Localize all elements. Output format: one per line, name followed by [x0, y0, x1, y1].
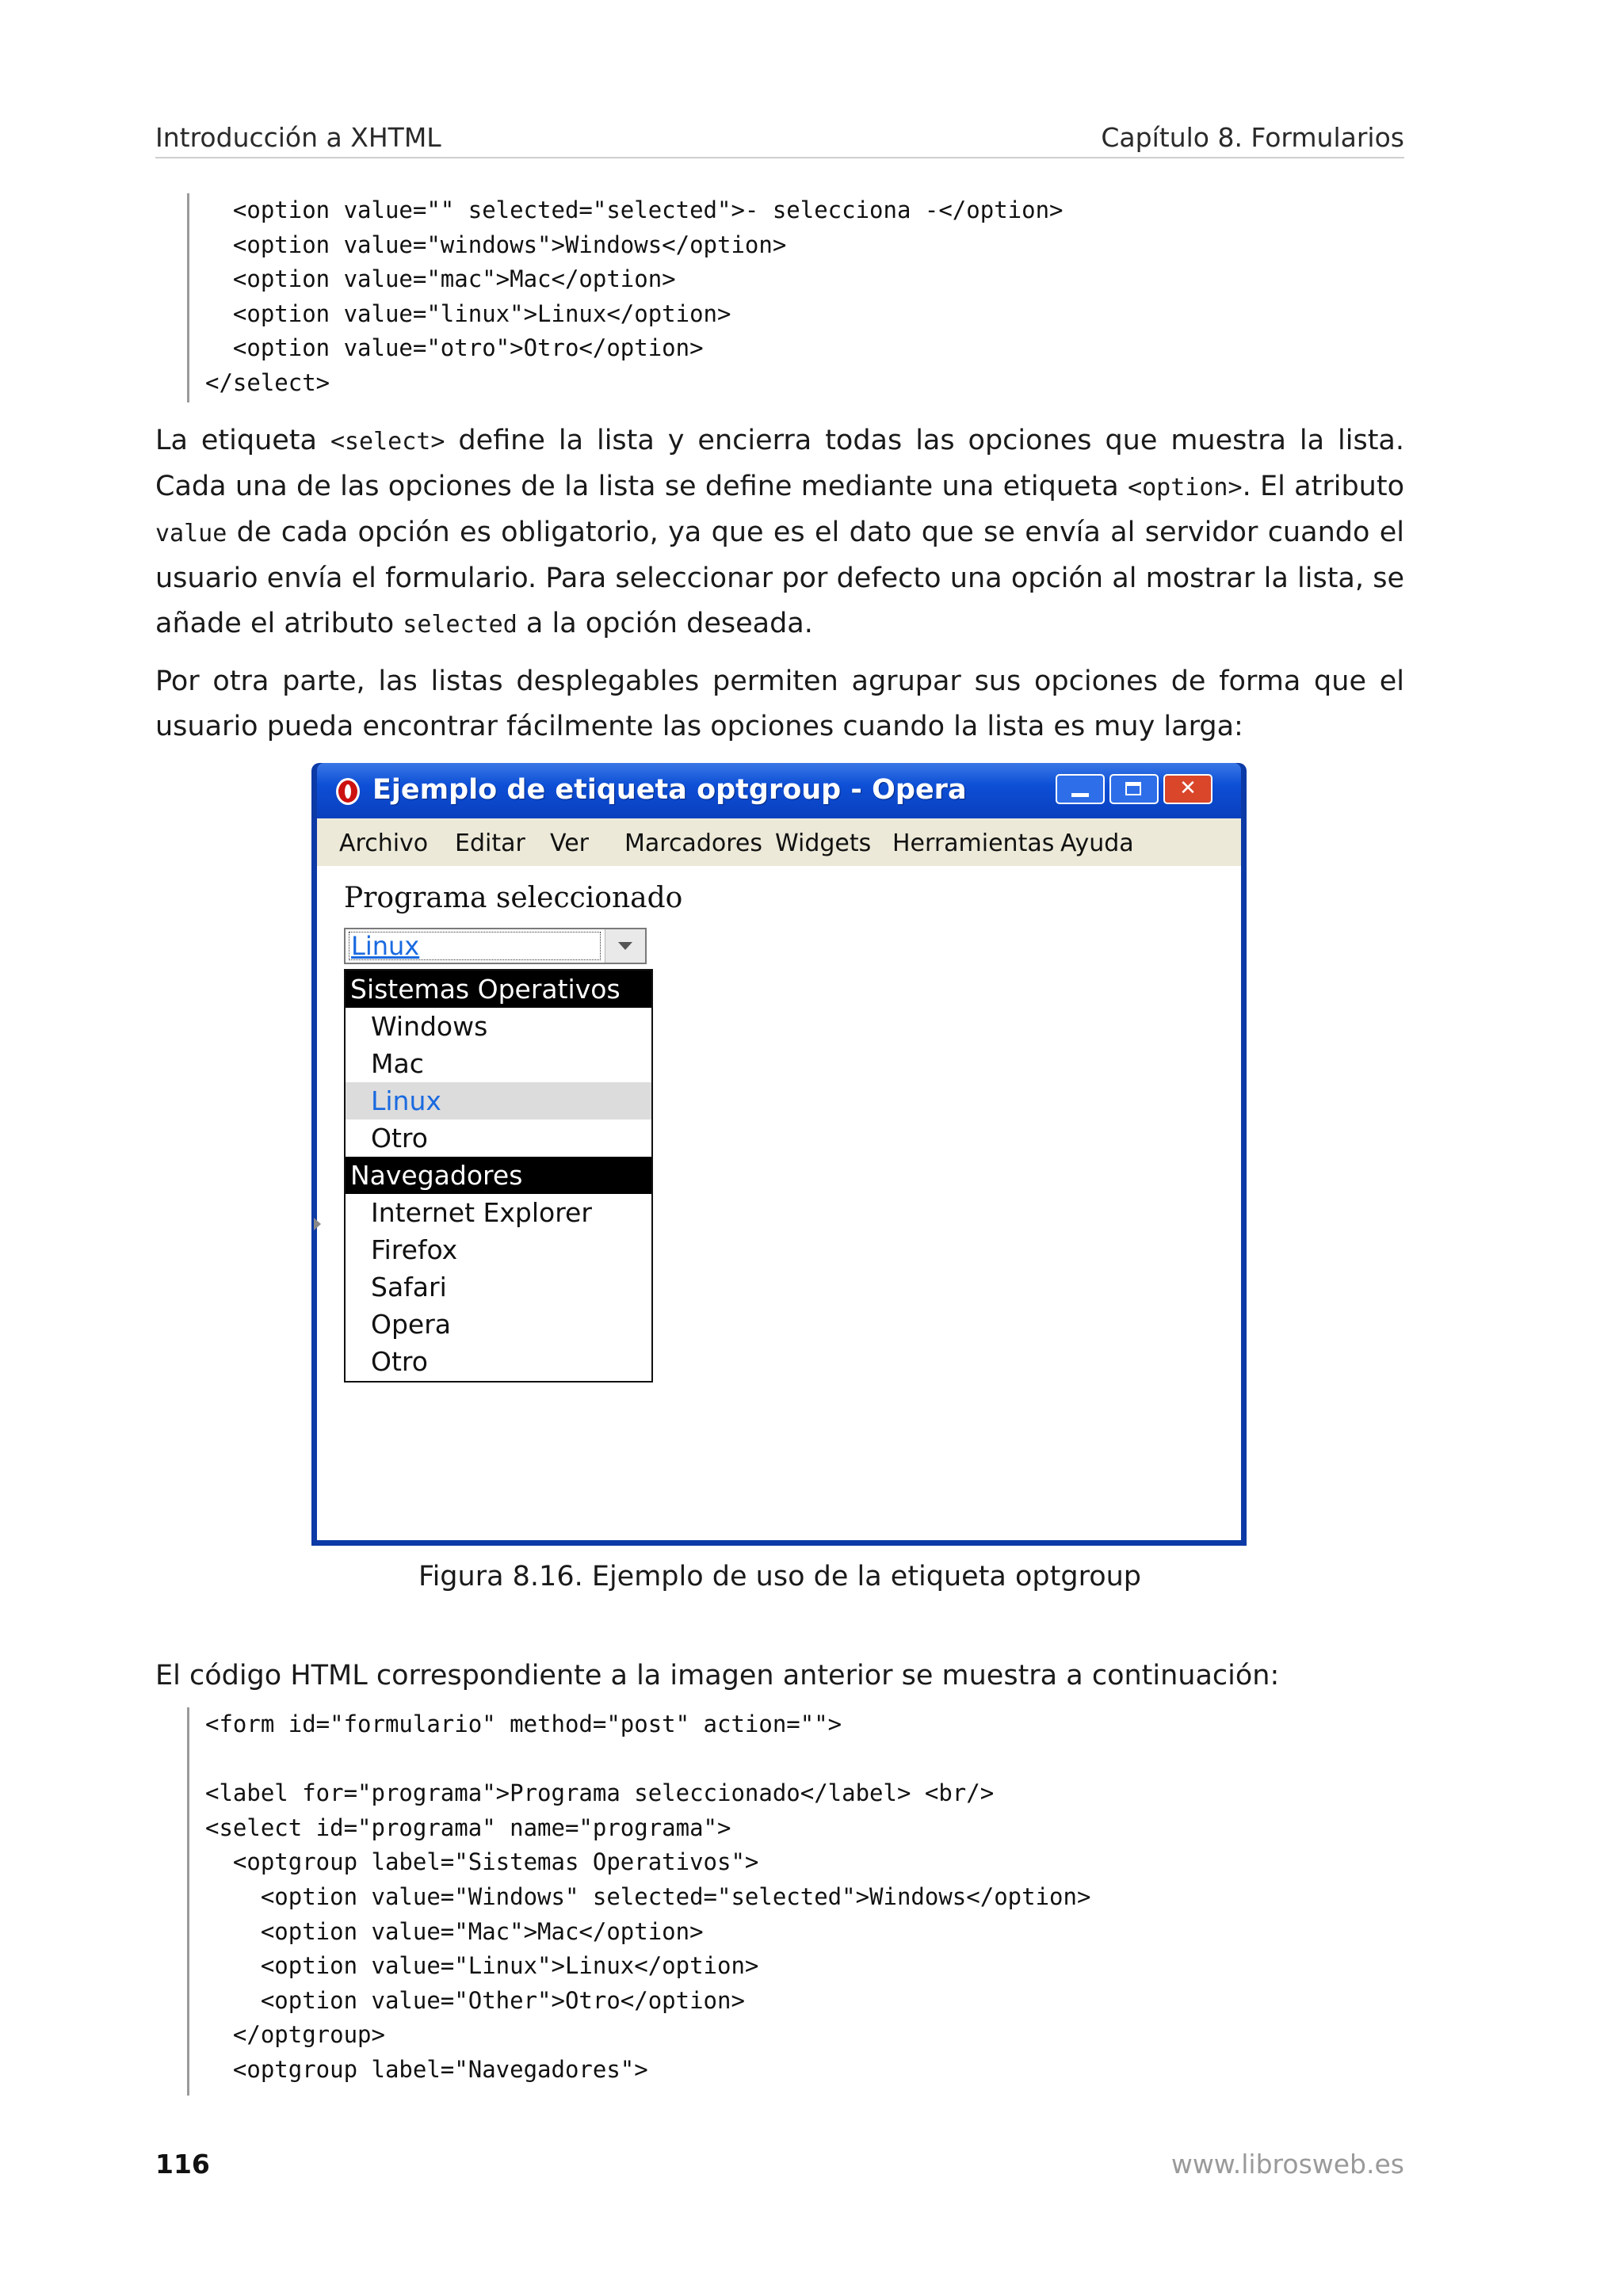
code-line: <select id="programa" name="programa"> — [205, 1814, 731, 1841]
inline-code: selected — [403, 611, 517, 639]
form-label-programa: Programa seleccionado — [344, 882, 683, 914]
select-current-value: Linux — [349, 932, 601, 960]
minimize-button[interactable] — [1056, 774, 1105, 804]
window-title: Ejemplo de etiqueta optgroup - Opera — [372, 774, 967, 806]
chevron-down-icon[interactable] — [605, 929, 645, 963]
opera-logo-icon — [336, 778, 360, 805]
dropdown-option[interactable]: Firefox — [371, 1234, 458, 1265]
dropdown-option[interactable]: Internet Explorer — [371, 1197, 592, 1228]
paragraph-code-intro: El código HTML correspondiente a la imagen anterior se muestra a continuación: — [155, 1660, 1280, 1691]
code-line: <option value="linux">Linux</option> — [205, 299, 731, 327]
text-run: . El atributo — [1242, 471, 1404, 502]
text-run: de cada opción es obligatorio, ya que es el dato que se envía al servidor cuando el usuario envía el formulario. Para seleccionar por defecto una opción al mostrar la lista, se añade el atributo — [155, 517, 1404, 639]
code-line: <option value="otro">Otro</option> — [205, 334, 704, 362]
opera-window-screenshot — [311, 763, 1247, 1546]
code-line: <option value="mac">Mac</option> — [205, 265, 676, 293]
code-line: <option value="" selected="selected">- selecciona -</option> — [205, 196, 1064, 223]
paragraph-optgroup-intro: Por otra parte, las listas desplegables permiten agrupar sus opciones de forma que el usuario pueda encontrar fácilmente las opciones cuando la lista es muy larga: — [155, 666, 1404, 742]
window-titlebar — [317, 763, 1241, 818]
code-line: <form id="formulario" method="post" action=""> — [205, 1711, 842, 1737]
code-line: <optgroup label="Navegadores"> — [205, 2055, 648, 2083]
programa-select[interactable] — [344, 928, 647, 964]
side-arrow-icon — [314, 1218, 321, 1230]
select-dropdown-list — [344, 969, 653, 1383]
code-line: <optgroup label="Sistemas Operativos"> — [205, 1848, 759, 1876]
code-block-options — [187, 193, 1064, 402]
text-run: a la opción deseada. — [517, 608, 813, 639]
code-line: <option value="windows">Windows</option> — [205, 231, 787, 258]
menu-archivo[interactable]: Archivo — [339, 830, 429, 857]
menu-ayuda[interactable]: Ayuda — [1060, 830, 1134, 857]
dropdown-option[interactable]: Otro — [371, 1123, 428, 1154]
optgroup-label: Navegadores — [346, 1157, 651, 1194]
menu-bar — [317, 818, 1241, 866]
dropdown-option[interactable]: Windows — [371, 1011, 488, 1042]
menu-widgets[interactable]: Widgets — [775, 830, 872, 857]
code-line: </select> — [205, 368, 330, 396]
code-line: <label for="programa">Programa seleccionado</label> <br/> — [205, 1779, 995, 1807]
menu-editar[interactable]: Editar — [455, 830, 525, 857]
code-line: <option value="Windows" selected="selected">Windows</option> — [205, 1882, 1091, 1910]
text-run: La etiqueta — [155, 425, 330, 456]
paragraph-select-explanation — [155, 418, 1404, 647]
dropdown-option[interactable]: Safari — [371, 1272, 447, 1302]
close-button[interactable]: ✕ — [1163, 774, 1212, 804]
page-content — [317, 866, 1241, 1540]
page-number: 116 — [155, 2149, 210, 2180]
menu-marcadores[interactable]: Marcadores — [624, 830, 762, 857]
running-header — [155, 119, 1404, 158]
code-line: <option value="Mac">Mac</option> — [205, 1917, 704, 1945]
dropdown-option[interactable]: Opera — [371, 1309, 452, 1340]
header-chapter-title: Capítulo 8. Formularios — [1101, 122, 1404, 153]
maximize-button[interactable] — [1109, 774, 1159, 804]
menu-herramientas[interactable]: Herramientas — [892, 830, 1055, 857]
dropdown-option[interactable]: Mac — [371, 1048, 424, 1079]
inline-code: value — [155, 520, 227, 547]
header-book-title: Introducción a XHTML — [155, 122, 441, 153]
inline-code: <select> — [330, 428, 445, 456]
code-line — [189, 1742, 1090, 1777]
dropdown-option[interactable]: Otro — [371, 1346, 428, 1377]
optgroup-label: Sistemas Operativos — [346, 971, 651, 1008]
site-url[interactable]: www.librosweb.es — [1170, 2149, 1404, 2180]
code-block-optgroup — [187, 1707, 1090, 2096]
figure-caption: Figura 8.16. Ejemplo de uso de la etiqueta optgroup — [418, 1561, 1142, 1592]
inline-code: <option> — [1128, 474, 1243, 502]
text-run: define la lista y encierra todas las opciones que muestra la lista. Cada una de las opciones de la lista se define mediante una etiqueta — [155, 425, 1404, 502]
dropdown-option-highlighted[interactable]: Linux — [346, 1082, 651, 1119]
code-line: <option value="Other">Otro</option> — [205, 1986, 745, 2014]
menu-ver[interactable]: Ver — [550, 830, 589, 857]
code-line: </optgroup> — [205, 2021, 385, 2049]
code-line: <option value="Linux">Linux</option> — [205, 1952, 759, 1980]
